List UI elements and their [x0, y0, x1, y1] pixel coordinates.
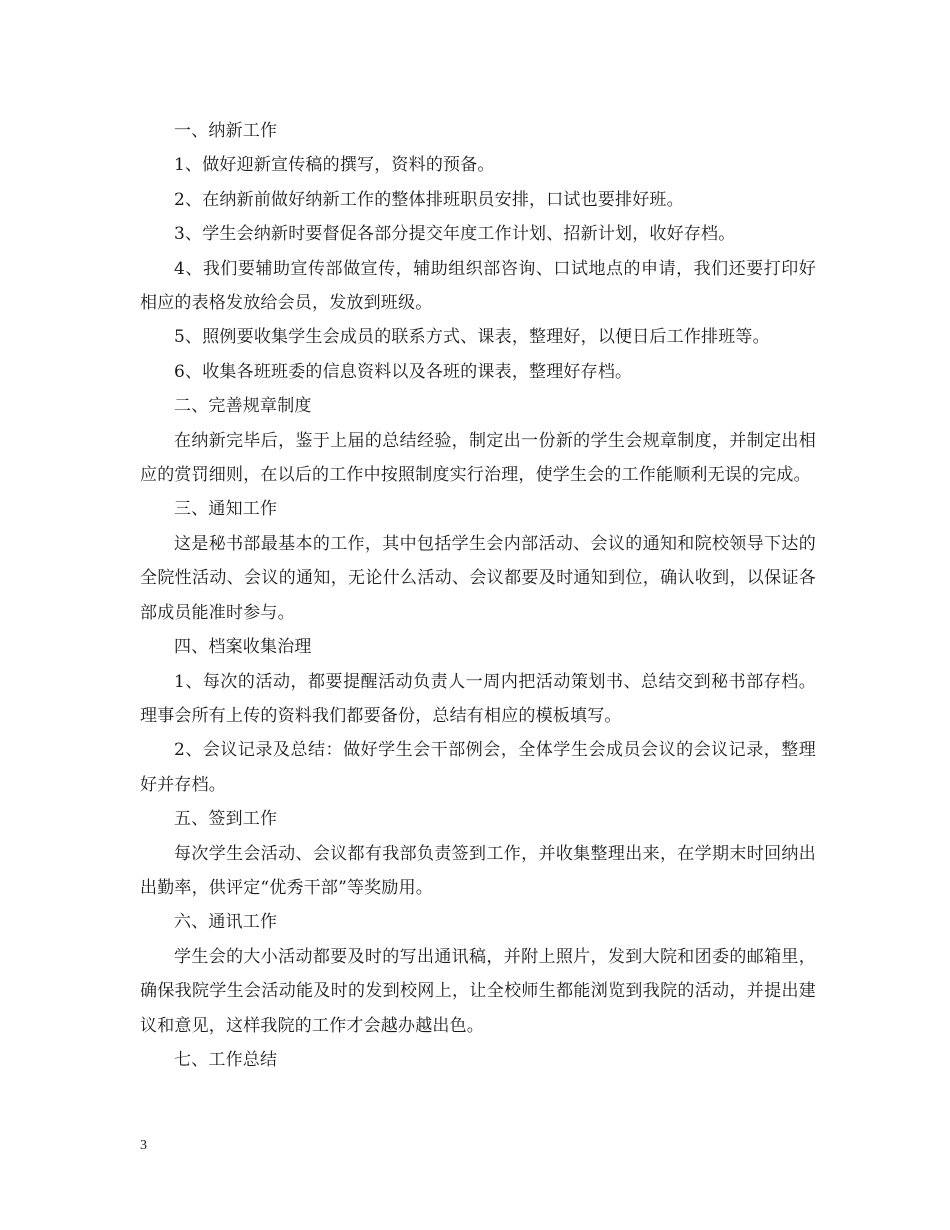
paragraph-4-2: 2、会议记录及总结：做好学生会干部例会，全体学生会成员会议的会议记录，整理好并存档。	[140, 740, 816, 795]
paragraph-1-6: 6、收集各班班委的信息资料以及各班的课表，整理好存档。	[174, 361, 633, 382]
paragraph-1-3: 3、学生会纳新时要督促各部分提交年度工作计划、招新计划，收好存档。	[174, 224, 736, 245]
heading-2: 二、完善规章制度	[174, 396, 312, 417]
heading-6: 六、通讯工作	[174, 912, 278, 933]
page-number: 3	[140, 1138, 147, 1153]
heading-1: 一、纳新工作	[174, 121, 278, 141]
document-body	[140, 114, 816, 1077]
heading-3: 三、通知工作	[174, 499, 278, 520]
paragraph-1-5: 5、照例要收集学生会成员的联系方式、课表，整理好，以便日后工作排班等。	[174, 327, 770, 348]
paragraph-1-1: 1、做好迎新宣传稿的撰写，资料的预备。	[174, 155, 495, 176]
heading-4: 四、档案收集治理	[174, 637, 312, 658]
paragraph-2-1: 在纳新完毕后，鉴于上届的总结经验，制定出一份新的学生会规章制度，并制定出相应的赏罚细则，在以后的工作中按照制度实行治理，使学生会的工作能顺利无误的完成。	[140, 430, 816, 486]
heading-5: 五、签到工作	[174, 809, 278, 830]
paragraph-5-1: 每次学生会活动、会议都有我部负责签到工作，并收集整理出来，在学期末时回纳出出勤率，供评定“优秀干部”等奖励用。	[140, 843, 816, 898]
paragraph-4-1: 1、每次的活动，都要提醒活动负责人一周内把活动策划书、总结交到秘书部存档。理事会所有上传的资料我们都要备份，总结有相应的模板填写。	[140, 671, 816, 726]
paragraph-3-1: 这是秘书部最基本的工作，其中包括学生会内部活动、会议的通知和院校领导下达的全院性活动、会议的通知，无论什么活动、会议都要及时通知到位，确认收到，以保证各部成员能准时参与。	[140, 533, 816, 623]
heading-7: 七、工作总结	[174, 1049, 278, 1070]
paragraph-1-2: 2、在纳新前做好纳新工作的整体排班职员安排，口试也要排好班。	[174, 189, 684, 210]
paragraph-6-1: 学生会的大小活动都要及时的写出通讯稿，并附上照片，发到大院和团委的邮箱里，确保我院学生会活动能及时的发到校网上，让全校师生都能浏览到我院的活动，并提出建议和意见，这样我院的工作才会越办越出色。	[140, 946, 816, 1036]
paragraph-1-4: 4、我们要辅助宣传部做宣传，辅助组织部咨询、口试地点的申请，我们还要打印好相应的表格发放给会员，发放到班级。	[140, 258, 816, 314]
